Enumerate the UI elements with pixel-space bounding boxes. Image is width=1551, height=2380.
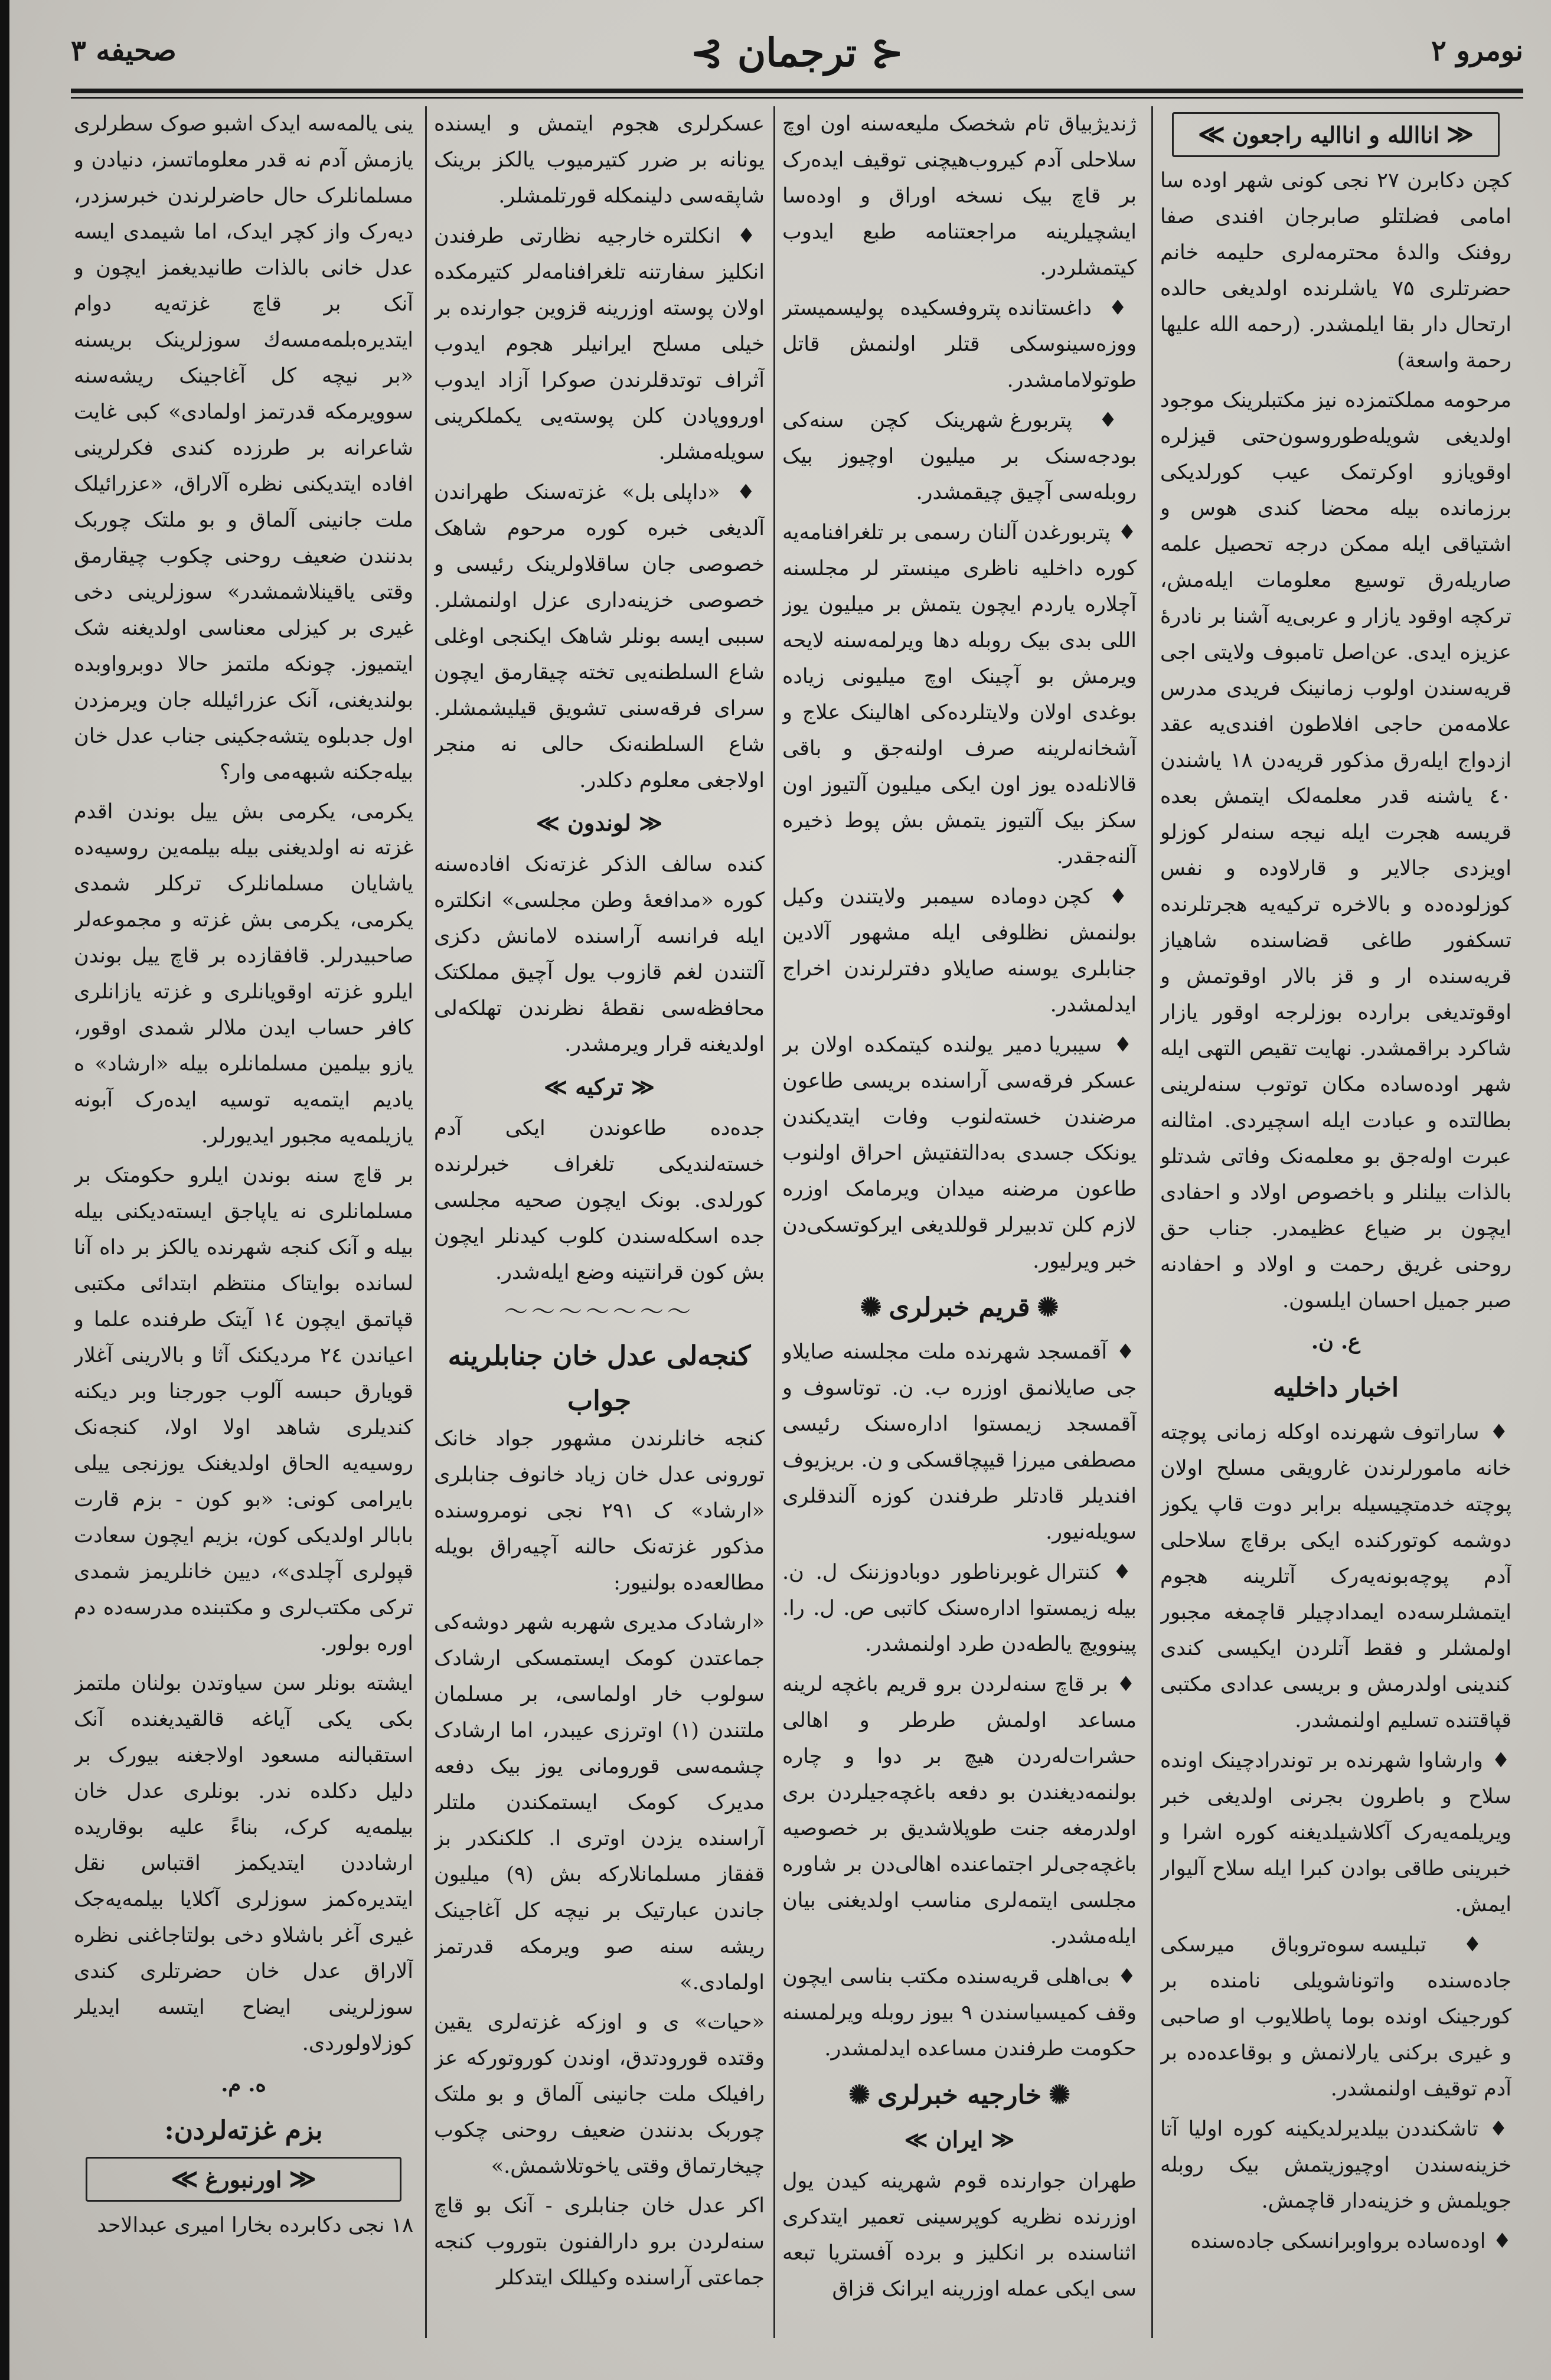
ornament-icon: ≪ xyxy=(623,1073,655,1100)
news-item: عسکرلری هجوم ایتمش و ایسنده یونانه بر ضرر کتیرمیوب یالکز برینک شاپقه‌سی دلینمکله قورتلمشلر. xyxy=(434,112,765,208)
news-item: ♦ ساراتوف شهرنده اوکله زمانی پوچته خانه مامورلرندن غارویقی مسلح اولان پوچته خدمتچیسیله برابر دوت قاپ یکوز دوشمه کوتورکنده ایکی برقاچ سلاحلی آدم پوچه‌بونه‌یەرک آتلرینه هجوم ایتمشلرسه‌ده ایمدادچیلر قاچمغه مجبور اولمشلر و فقط آتلردن ایکیسی کندی کندینی اولدرمش و بریسی عدادی مکتبی قپاقتنده تسلیم اولنمشدر. xyxy=(1160,1420,1511,1732)
ornament-icon: ⊱ xyxy=(690,30,723,76)
bullet-icon: ♦ xyxy=(1072,408,1137,432)
section-heading-domestic: اخبار داخلیه xyxy=(1272,1373,1399,1403)
bullet-icon: ♦ xyxy=(1109,1964,1137,1989)
news-item: ♦ سیبریا دمیر یولنده کیتمکده اولان بر عسکر فرقه‌سی آراسنده بریسی طاعون مرضندن خسته‌لنوب وفات ایتدیکندن یونکک جسدی بەدالتفتیش احراق اولنوب طاعون مرضنه میدان ویرمامک اوزره لازم کلن تدبیرلر قوللدیغی ایرکوتسکی‌دن خبر ویرلیور. xyxy=(782,1033,1137,1273)
bullet-icon: ♦ xyxy=(1092,884,1137,909)
news-item: ♦ کچن دوماده سیمبر ولایتندن وکیل بولنمش نظلوفی ایله مشهور آلادین جنابلری یوسنه صایلاو دفترلرندن اخراج ایدلمشدر. xyxy=(782,884,1137,1017)
ornament-icon: ✺ xyxy=(848,2080,870,2110)
ornament-icon: ≫ xyxy=(904,2126,936,2153)
subheading-iran: ≪ ایران ≫ xyxy=(904,2126,1015,2153)
issue-number: نومرو ۲ xyxy=(1431,34,1523,67)
news-item: ♦ پتربورغ شهرینک کچن سنه‌کی بودجه‌سنک بر میلیون اوچیوز بیک روبله‌سی آچیق چیقمشدر. xyxy=(782,408,1137,504)
header-rule xyxy=(71,89,1523,93)
news-item: ♦ «داپلی بل» غزته‌سنک طهراندن آلدیغی خبره کوره مرحوم شاهک خصوصی جان ساقلاولرینک رئیسی و خصوصی خزینه‌داری عزل اولنمشلر. سببی ایسه بونلر شاهک ایکنجی اوغلی شاع السلطنه‌یی تخته چیقارمق ایچون سرای فرقه‌سنی تشویق قیلیشمشلر. شاع السلطنه‌نک حالی نه منجر اولاجغی معلوم دکلدر. xyxy=(434,480,765,792)
press-city-heading: ≪اورنبورغ≫ xyxy=(86,2157,401,2202)
article-paragraph: کچن دکابرن ۲۷ نجی کونی شهر اوده سا امامی فضلتلو صابرجان افندی صفا روفنک والدهٔ محترمه‌لری حلیمه خانم حضرتلری ۷۵ یاشلرنده اولدیغی حالده ارتحال دار بقا ایلمشدر. (رحمه الله علیها رحمة واسعة) xyxy=(1160,169,1511,373)
column-divider xyxy=(1151,106,1153,2338)
masthead xyxy=(71,24,1523,89)
bullet-icon: ♦ xyxy=(1092,296,1137,320)
news-item: ♦ انکلتره خارجیه نظارتی طرفندن انکلیز سفارتنه تلغرافنامه‌لر کتیرمکده اولان پوسته اوزرینه قزوین جوارنده بر خیلی مسلح ایرانیلر هجوم ایدوب آثراف توتدقلرندن صوکرا آزاد ایدوب اورووپادن کلن پوسته‌یی یکملکرینی سویله‌مشلر. xyxy=(434,224,765,464)
signature: ه. م. xyxy=(221,2072,266,2097)
header-rule-thin xyxy=(71,97,1523,99)
news-item: ♦ پتربورغدن آلنان رسمی بر تلغرافنامه‌یه کوره داخلیه ناظری مینستر لر مجلسنه آچلاره یاردم ایچون یتمش بر میلیون یوز اللی بدی بیک روبله دها ویرلمه‌سنه لایحه ویرمش بو آچینک اوچ میلیونی زیاده بوغدی اولان ولایتلرده‌کی اهالینک علاج و آشخانه‌لرینه صرف اولنەجق و باقی قالانلەده یوز اون ایکی میلیون آلتیوز اون سکز بیک آلتیوز یتمش بش پوط ذخیره آلنه‌جقدر. xyxy=(782,520,1137,869)
news-item: ♦ کنترال غوبرناطور دوبادوزننک ل. ن. بیله زیمستوا اداره‌سنک کاتبی ص. ل. را. پینوویچ یالطه‌دن طرد اولنمشدر. xyxy=(782,1560,1137,1656)
ornament-icon: ≪ xyxy=(983,2126,1015,2153)
ornament-icon: ≪ xyxy=(1446,119,1474,149)
article-title: کنجه‌لی عدل خان جنابلرینه xyxy=(448,1340,751,1372)
bullet-icon: ♦ xyxy=(721,224,765,248)
article-paragraph: «ارشادک مدیری شهربه شهر دوشه‌کی جماعتدن کومک ایستمسکی ارشادک سولوب خار اولماسی، بر مسلمان ملتندن (۱) اوترزی عیبدر، اما ارشادک چشمه‌سی قورومانی یوز بیک دفعه مدیرک کومک ایستمکندن ملتلر آراسنده یزدن اوتری ا. کلکنکدر بز قفقاز مسلمانلارکه بش (۹) میلیون جاندن عبارتیک بر نیچه کل آغاجینک ریشه سنه صو ویرمکه قدرتمز اولمادی.» xyxy=(434,1611,765,1994)
news-item: ♦ تبلیسه سوه‌تروباق میرسکی جاده‌سنده واتوناشویلی نامنده بر کورجینک اونده بوما پاطلایوب او صاحبی و غیری برکنی یارلانمش و بوقاعده‌ده بر آدم توقیف اولنمشدر. xyxy=(1160,1932,1511,2101)
subheading-london: ≪ لوندون ≫ xyxy=(535,809,663,836)
ornament-icon: ⊰ xyxy=(871,30,904,76)
bullet-icon: ♦ xyxy=(1107,1340,1137,1364)
column-3 xyxy=(434,106,765,2350)
column-divider xyxy=(773,106,775,2338)
ornament-icon: ≪ xyxy=(631,809,663,836)
scan-edge xyxy=(0,0,9,2380)
newspaper-title xyxy=(691,30,904,76)
ornament-icon: ≪ xyxy=(289,2164,316,2194)
news-item: ♦ تاشکنددن بیلدیرلدیکینه کوره اولیا آتا خزینه‌سندن اوچیوزیتمش بیک روبله جویلمش و خزینه‌دار قاچمش. xyxy=(1160,2117,1511,2213)
article-paragraph: یکرمی، یکرمی بش ییل بوندن اقدم غزته نه اولدیغنی بیله بیلمه‌ین روسیه‌ده یاشایان مسلمانلرک ترکلر شمدی یکرمی، یکرمی بش غزته و مجموعه‌لر صاحبیدرلر. قافقازده بر قاچ ییل بوندن ایلرو غزته اوقویانلری و غزته یازانلری کافر حساب ایدن ملالر شمدی اوقور، یازو بیلمین مسلمانلره بیله «ارشاد» ه یادیم ایتمه‌یه توسیه ایدەرک آبونه یازیلمه‌یه مجبور ایدیورلر. xyxy=(74,800,413,1148)
column-1 xyxy=(1160,106,1511,2350)
section-heading-press: بزم غزته‌لردن: xyxy=(164,2115,323,2146)
bullet-icon: ♦ xyxy=(1100,1560,1137,1584)
news-item: ژندیژبیاق تام شخصک ملیعه‌سنه اون اوچ سلاحلی آدم کیروب‌هیچنی توقیف ایده‌رک بر قاچ بیک نسخه اوراق و اوده‌سا ایشچیلرینه مراجعتنامه طبع ایدوب کیتمشلردر. xyxy=(782,112,1137,280)
ornament-icon: ✺ xyxy=(1037,1292,1059,1323)
obituary-heading: ≪اناالله و اناالیه راجعون≫ xyxy=(1172,112,1500,157)
section-divider: 〜〜〜〜〜〜〜 xyxy=(504,1298,694,1326)
section-heading-foreign: ✺خارجیه خبرلری✺ xyxy=(782,2077,1137,2114)
signature: ع. ن. xyxy=(1311,1330,1361,1354)
news-item: ♦ بی‌اهلی قریه‌سنده مکتب بناسی ایچون وقف کمیسیاسندن ۹ بیوز روبله ویرلمسنه حکومت طرفندن مساعده ایدلمشدر. xyxy=(782,1964,1137,2061)
column-4 xyxy=(74,106,413,2350)
subheading-turkey: ≪ ترکیه ≫ xyxy=(544,1073,655,1100)
bullet-icon: ♦ xyxy=(1108,1672,1137,1696)
news-item: ♦ داغستانده پتروفسکیده پولیسمیستر ووزه‌سینوسکی قتلر اولنمش قاتل طوتولامامشدر. xyxy=(782,296,1137,392)
bullet-icon: ♦ xyxy=(1483,1748,1511,1772)
article-paragraph: اکر عدل خان جنابلری - آنک بو قاچ سنەلردن برو دارالفنون بتوروب کنجه جماعتی آراسنده وکیللک ایتدکلر xyxy=(434,2194,765,2290)
bullet-icon: ♦ xyxy=(1110,520,1137,544)
news-item: جده‌ده طاعوندن ایکی آدم خسته‌لندیکی تلغراف خبرلرنده کورلدی. بونک ایچون صحیه مجلسی جده اسکله‌سندن کلوب کیدنلر ایچون بش کون قرانتینه وضع ایله‌شدر. xyxy=(434,1116,765,1284)
bullet-icon: ♦ xyxy=(1426,1932,1511,1957)
news-item: ♦ آقمسجد شهرنده ملت مجلسنه صایلاو جی صایلانمق اوزره ب. ن. توتاسوف و آقمسجد زیمستوا اداره‌سنک رئیسی مصطفی میرزا قیپچاقسکی و ن. بریزیوف افندیلر قادتلر طرفندن کوزه آلندقلری سویله‌نیور. xyxy=(782,1340,1137,1544)
bullet-icon: ♦ xyxy=(1102,1033,1137,1057)
column-divider xyxy=(425,106,427,2338)
ornament-icon: ✺ xyxy=(1049,2080,1070,2110)
ornament-icon: ≫ xyxy=(544,1073,576,1100)
article-paragraph: ینی یالمه‌سه ایدک اشبو صوک سطرلری یازمش آدم نه قدر معلوماتسز، دنیادن و مسلمانلرک حال حاضرلرندن خبرسزدر، دیەرک واز کچر ایدک، اما شیمدی ایسه عدل خانی بالذات طانیدیغمز ایچون و آنک بر قاچ غزته‌یه دوام ایتدیرەبلمەمسەك سوزلرینک بریسنه «بر نیچه کل آغاجینک ریشه‌سنه سوویرمکه قدرتمز اولمادی» کبی غایت شاعرانه بر طرزده کندی فکرلرینی افاده ایتدیکنی نظره آلاراق، «عزرائیلک ملت جانینی آلماق و بو ملتک چوربک بدنندن ضعیف روحنی چکوب چیقارمق وقتی یاقینلاشمشدر» سوزلرینی دخی غیری بر کیزلی معناسی اولدیغنه شک ایتمیوز. چونکه ملتمز حالا دوبرواوبده بولندیغنی، آنک عزرائیلله جان ویرمزدن اول جدبلوه یتشه‌جکینی جناب عدل خان بیله‌جکنه شبهه‌می وار؟ xyxy=(74,112,413,784)
article-paragraph: کنجه خانلرندن مشهور جواد خانک تورونی عدل خان زیاد خانوف جنابلری «ارشاد» ک ۲۹۱ نجی نومروسنده مذکور غزته‌نک حالنه آچیه‌راق بویله مطالعه‌ده بولنیور: xyxy=(434,1427,765,1595)
column-2 xyxy=(782,106,1137,2350)
article-paragraph: ایشته بونلر سن سیاوتدن بولنان ملتمز بکی یکی آیاغه قالقیدیغنده آنک استقبالنه مسعود اولاجغنه بیورک بر دلیل دکلده ندر. بونلری عدل خان بیلمه‌یه کرک، بناءً علیه بوقاریده ارشاددن ایتدیکمز اقتباس نقل ایتدیرەکمز سوزلری آکلایا بیلمه‌یەجک غیری آغر باشلاو دخی بولتاجاغنی نظره آلاراق عدل خان حضرتلری کندی سوزلرینی ایضاح ایتسه ایدیلر کوزلاولوردی. xyxy=(74,1671,413,2055)
news-item: ♦ بر قاچ سنەلردن برو قریم باغچه لرینه مساعد اولمش طرطر و اهالی حشرات‌لەردن هیچ بر دوا و چاره بولنمه‌دیغندن بو دفعه باغچه‌جیلردن بری اولدرمغه جنت طوپلاشدیق بر خصوصیه باغچه‌جی‌لر اجتماعنده اهالی‌دن بر شاوره مجلسی ایتمه‌لری مناسب اولدیغنی بیان ایلەمشدر. xyxy=(782,1672,1137,1948)
section-heading-crimea: ✺قریم خبرلری✺ xyxy=(782,1289,1137,1327)
news-item: ♦ وارشاوا شهرنده بر توندرادچینک اونده سلاح و باطرون بجرنی اولدیغی خبر ویریلمه‌یەرک آکلاشیلدیغنه کوره اشرا و خبرینی طاقی بوادن کبرا ایله سلاح آلیوار ایمش. xyxy=(1160,1748,1511,1917)
article-subtitle: جواب xyxy=(567,1385,632,1416)
ornament-icon: ≫ xyxy=(171,2164,198,2194)
article-paragraph: «حیات» ی و اوزکه غزته‌لری یقین وقتده قورودتدق، اوندن کوروتورکه عز رافیلک ملت جانینی آلماق و بو ملتک چوربک بدنندن ضعیف روحنی چکوب چیخارتماق وقتی یاخوتلاشمش.» xyxy=(434,2010,765,2178)
news-item: ♦ اوده‌ساده برواوبرانسکی جاده‌سنده xyxy=(1190,2229,1511,2253)
news-item: طهران جوارنده قوم شهرینه کیدن یول اوزرنده نظریه کوپرسینی تعمیر ایتدکری اثناسنده بر انکلیز و برده آفستریا تبعه سی ایکی عمله اوزرینه ایرانک قزاق xyxy=(782,2169,1137,2301)
news-item: کنده سالف الذکر غزته‌نک افاده‌سنه کوره «مدافعهٔ وطن مجلسی» انکلتره ایله فرانسه آراسنده لامانش دکزی آلتندن لغم قازوب یول آچیق مملکتک محافظه‌سی نقطهٔ نظرندن تهلکه‌لی اولدیغنه قرار ویرمشدر. xyxy=(434,853,765,1056)
bullet-icon: ♦ xyxy=(1479,1420,1511,1444)
ornament-icon: ≫ xyxy=(535,809,567,836)
ornament-icon: ✺ xyxy=(860,1292,882,1323)
bullet-icon: ♦ xyxy=(1478,2117,1511,2141)
newspaper-title-text: ترجمان xyxy=(737,30,857,76)
page-number: صحیفه ۳ xyxy=(71,34,177,67)
article-paragraph: مرحومه مملکتمزده نیز مکتبلرینک موجود اولدیغی شویله‌طوروسون‌حتی قیزلره اوقویازو اوکرتمک عیب کورلدیکی برزمانده بیله محضا کندی هوس و اشتیاقی ایله ممکن درجه تحصیل علمه صاریلەرق توسیع معلومات ایلەمش، ترکچه اوقود یازار و عربی‌یه آشنا بر نادرهٔ عزیزه ایدی. عن‌اصل تامبوف ولایتی اجی قریه‌سندن اولوب زمانینک فریدی مدرس علامەمن حاجی افلاطون افندی‌یه عقد ازدواج ایله‌رق مذکور قریەدن ۱۸ یاشندن ٤٠ یاشنه قدر معلمەلک ایتمش بعده قریسه هجرت ایله نیجه سنه‌لر کوزلو اویزدی جالایر و قارلاوده و نفس کوزلوده‌ده و بالاخره ترکیه‌یه هجرتلرنده تسکفور طاغی قضاسنده شاهیاز قریه‌سنده ار و قز بالار اوقوتمش و اوقوتدیغی برارده بوزلرجه اوقور یازار شاکرد براقمشدر. نهایت تقیص التهی ایله شهر اوده‌ساده مکان توتوب سنەلرینی بطالتده و عبادت ایله اسچیردی. امثالنه عبرت اولەجق بو معلمه‌نک وفاتی شدتلو بالذات بیلنلر و باخصوص اولاد و احفادی ایچون بر ضیاع عظیمدر. جناب حق روحنی غریق رحمت و اولاد و احفادنه صبر جمیل احسان ایلسون. xyxy=(1160,388,1511,1313)
article-paragraph: بر قاچ سنه بوندن ایلرو حکومتک بر مسلمانلری نه یاپاجق ایستەدیکنی بیله بیله و آنک کنجه شهرنده یالکز بر داه آنا لسانده بوایتاک منتظم ابتدائی مکتبی قپاتمق ایچون ۱٤ آیتک طرفنده علما و اعیاندن ۲٤ مردیکنک آثا و بالارینی آغلار قویارق حبسه آلوب جورجنا وبر دیکنه کندیلری شاهد اولا اولا، کنجه‌نک روسیه‌یه الحاق اولدیغنک یوزنجی ییلی بایرامی کونی: «بو کون - بزم قارت بابالر اولدیکی کون، بزیم ایچون سعادت قپولری آچلدی»، دیین خانلریمز شمدی ترکی مکتب‌لری و مکتبنده مدرسه‌ده دم اورە بولور. xyxy=(74,1164,413,1656)
bullet-icon: ♦ xyxy=(720,480,765,504)
ornament-icon: ≫ xyxy=(1198,119,1226,149)
news-item: ۱۸ نجی دکابرده بخارا امیری عبدالاحد xyxy=(97,2214,413,2237)
bullet-icon: ♦ xyxy=(1485,2229,1511,2253)
